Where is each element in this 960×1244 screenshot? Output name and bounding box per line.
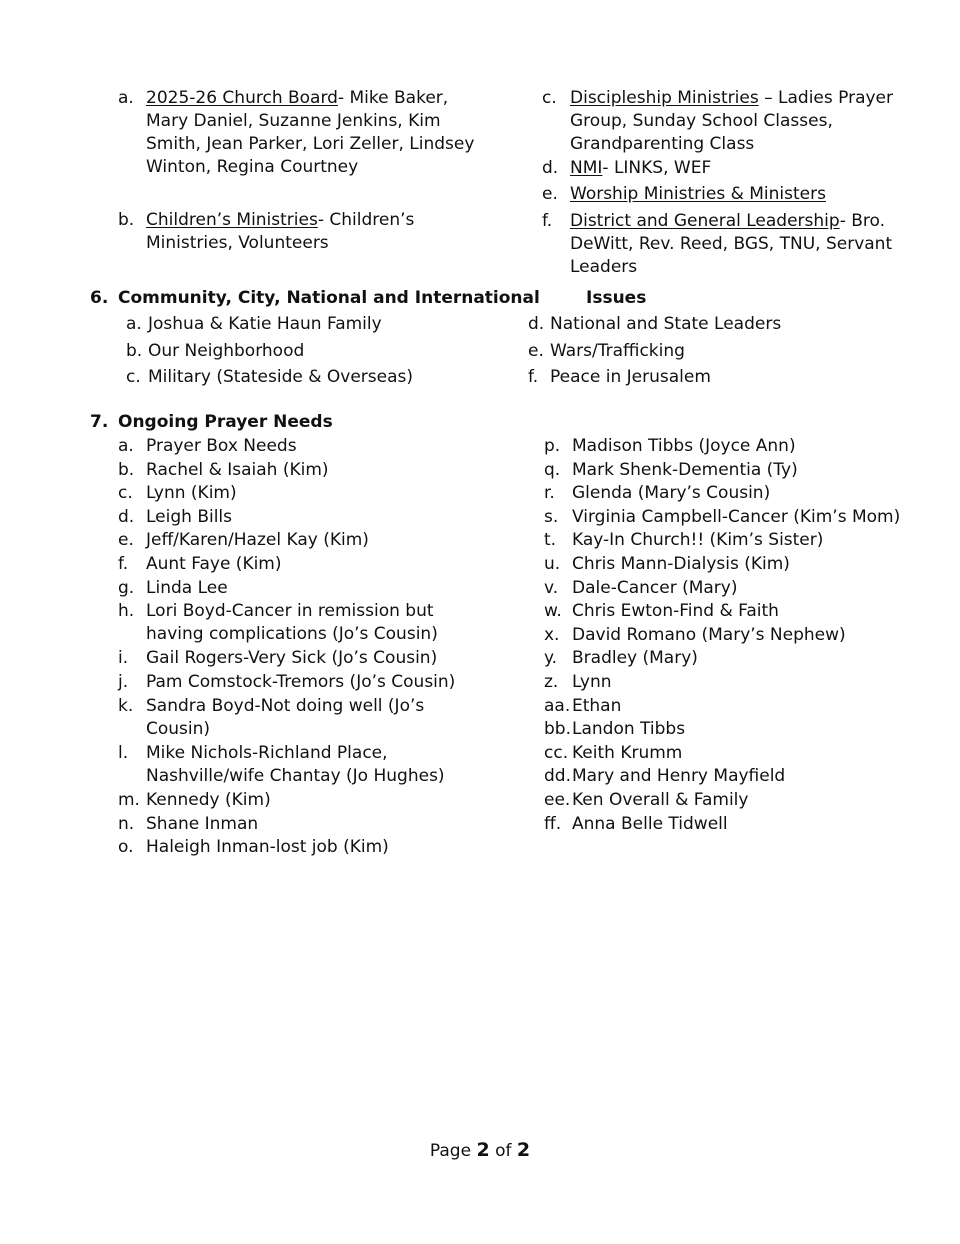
list-item-text: Our Neighborhood <box>148 341 305 361</box>
list-item-text: Grandparenting Class <box>570 134 755 154</box>
list-item-text: Haleigh Inman-lost job (Kim) <box>146 837 389 858</box>
list-item-text: Jeff/Karen/Hazel Kay (Kim) <box>146 530 369 551</box>
list-item-text: Peace in Jerusalem <box>550 367 711 387</box>
list-marker: u. <box>544 554 561 574</box>
list-marker: c. <box>126 367 141 387</box>
list-marker: c. <box>542 88 557 108</box>
ministry-link-worship: Worship Ministries & Ministers <box>570 184 826 204</box>
list-item-text: Smith, Jean Parker, Lori Zeller, Lindsey <box>146 134 475 154</box>
list-marker: b. <box>118 210 135 230</box>
list-item-text: Chris Mann-Dialysis (Kim) <box>572 554 790 574</box>
list-item-text: Leigh Bills <box>146 506 233 527</box>
list-item-text: Group, Sunday School Classes, <box>570 111 833 131</box>
list-marker: w. <box>544 601 562 622</box>
list-item-text: Cousin) <box>146 718 211 739</box>
total-pages-number: 2 <box>516 1139 531 1161</box>
list-marker: o. <box>118 837 134 858</box>
list-item <box>544 435 924 459</box>
list-item <box>118 836 498 860</box>
list-marker: m. <box>118 790 140 810</box>
list-marker: d. <box>542 158 559 178</box>
list-marker: c. <box>118 483 133 504</box>
list-item-text: Dale-Cancer (Mary) <box>572 577 738 598</box>
list-marker: f. <box>118 554 129 574</box>
list-item-text: Mary Daniel, Suzanne Jenkins, Kim <box>146 111 441 131</box>
list-item-text: Keith Krumm <box>572 742 683 763</box>
list-item <box>528 366 908 390</box>
list-marker: d. <box>118 506 135 527</box>
ministry-link-nmi: NMI <box>570 158 603 178</box>
list-marker: a. <box>126 314 142 334</box>
list-item <box>544 482 924 506</box>
list-marker: b. <box>126 341 143 361</box>
list-marker: j. <box>118 672 129 692</box>
list-item <box>544 671 924 695</box>
list-item <box>544 765 924 789</box>
list-item <box>544 577 924 601</box>
list-item <box>542 210 922 280</box>
current-page-number: 2 <box>476 1139 490 1161</box>
list-item <box>118 482 498 506</box>
list-marker: p. <box>544 436 561 456</box>
list-item-text: - Children’s <box>317 210 415 230</box>
list-item <box>544 600 924 624</box>
list-marker: r. <box>544 483 555 504</box>
section-number: 7. <box>90 412 109 432</box>
page-footer <box>0 1138 960 1163</box>
list-item-text: Aunt Faye (Kim) <box>146 554 282 574</box>
list-item-text: Mark Shenk-Dementia (Ty) <box>572 459 798 480</box>
list-item <box>118 435 498 459</box>
list-item-text: National and State Leaders <box>550 314 782 334</box>
list-item <box>118 209 478 257</box>
list-marker: h. <box>118 601 135 622</box>
list-item-text: Prayer Box Needs <box>146 436 297 456</box>
list-marker: f. <box>542 211 553 231</box>
list-item <box>126 340 486 364</box>
list-marker: ee. <box>544 790 571 810</box>
list-item <box>544 789 924 813</box>
list-item-text: Pam Comstock-Tremors (Jo’s Cousin) <box>146 672 456 692</box>
list-item <box>118 600 498 647</box>
list-marker: q. <box>544 459 561 480</box>
list-item <box>118 529 498 553</box>
list-item <box>528 313 908 337</box>
list-item <box>544 506 924 530</box>
list-marker: e. <box>542 184 558 204</box>
list-item-text: Lori Boyd-Cancer in remission but <box>146 601 434 622</box>
list-item-text: Gail Rogers-Very Sick (Jo’s Cousin) <box>146 648 438 669</box>
list-item <box>542 157 922 181</box>
list-item <box>542 183 922 207</box>
list-marker: v. <box>544 577 559 598</box>
list-item <box>118 506 498 530</box>
list-item <box>544 742 924 766</box>
list-marker: y. <box>544 648 558 669</box>
ministry-link-discipleship: Discipleship Ministries <box>570 88 759 108</box>
list-item <box>118 813 498 837</box>
list-item <box>126 313 486 337</box>
list-marker: g. <box>118 577 135 598</box>
list-item <box>544 718 924 742</box>
list-marker: t. <box>544 530 557 551</box>
footer-middle: of <box>489 1141 517 1161</box>
list-item-text: DeWitt, Rev. Reed, BGS, TNU, Servant <box>570 234 893 254</box>
ministry-link-district-general: District and General Leadership <box>570 211 840 231</box>
list-item <box>528 340 908 364</box>
list-item-text: Virginia Campbell-Cancer (Kim’s Mom) <box>572 506 901 527</box>
list-item <box>544 553 924 577</box>
list-item <box>544 529 924 553</box>
list-marker: a. <box>118 436 134 456</box>
list-item <box>118 671 498 695</box>
list-item <box>118 87 478 187</box>
list-marker: i. <box>118 648 129 669</box>
list-marker: e. <box>528 341 544 361</box>
list-item <box>544 459 924 483</box>
list-item-text: Ethan <box>572 695 622 716</box>
list-item-text: Shane Inman <box>146 813 259 834</box>
list-marker: b. <box>118 459 135 480</box>
list-item-text: - Bro. <box>839 211 886 231</box>
list-item-text: – Ladies Prayer <box>758 88 894 108</box>
ministry-link-childrens: Children’s Ministries <box>146 210 318 230</box>
list-item <box>544 695 924 719</box>
list-item-text: David Romano (Mary’s Nephew) <box>572 624 846 645</box>
list-marker: l. <box>118 742 129 763</box>
list-item-text: Rachel & Isaiah (Kim) <box>146 459 329 480</box>
list-item-text: - Mike Baker, <box>337 88 449 108</box>
list-item-text: Anna Belle Tidwell <box>572 813 728 834</box>
list-item <box>118 459 498 483</box>
list-item <box>126 366 486 390</box>
list-marker: f. <box>528 367 539 387</box>
list-item-text: Leaders <box>570 257 638 277</box>
list-marker: a. <box>118 88 134 108</box>
list-item-text: Glenda (Mary’s Cousin) <box>572 483 771 504</box>
list-item-text: Sandra Boyd-Not doing well (Jo’s <box>146 695 425 716</box>
list-item <box>118 577 498 601</box>
list-item <box>118 647 498 671</box>
list-item-text: Wars/Trafficking <box>550 341 685 361</box>
list-item-text: Nashville/wife Chantay (Jo Hughes) <box>146 765 445 786</box>
list-item-text: Military (Stateside & Overseas) <box>148 367 414 387</box>
section-title: Ongoing Prayer Needs <box>118 412 333 432</box>
list-item-text: Mike Nichols-Richland Place, <box>146 742 388 763</box>
list-item-text: Mary and Henry Mayfield <box>572 766 786 787</box>
list-item-text: having complications (Jo’s Cousin) <box>146 624 438 645</box>
list-item-text: Lynn (Kim) <box>146 483 237 504</box>
list-item-text: Landon Tibbs <box>572 719 686 740</box>
list-item <box>118 553 498 577</box>
list-marker: s. <box>544 506 559 527</box>
list-item <box>118 742 498 789</box>
list-item <box>544 813 924 837</box>
list-marker: e. <box>118 530 134 551</box>
list-item-text: Chris Ewton-Find & Faith <box>572 601 779 622</box>
list-item-text: Kay-In Church!! (Kim’s Sister) <box>572 530 824 551</box>
section-title: Community, City, National and International <box>118 288 540 308</box>
list-item-text: Winton, Regina Courtney <box>146 157 359 177</box>
list-item <box>118 695 498 742</box>
list-marker: bb. <box>544 719 571 740</box>
list-item-text: - LINKS, WEF <box>602 158 712 178</box>
section-6-heading-continued: Issues <box>586 288 647 308</box>
section-number: 6. <box>90 288 109 308</box>
list-item-text: Linda Lee <box>146 577 228 598</box>
list-marker: x. <box>544 624 560 645</box>
section-7-heading <box>90 411 333 434</box>
list-marker: d. <box>528 314 545 334</box>
list-marker: dd. <box>544 766 571 787</box>
footer-prefix: Page <box>429 1141 477 1161</box>
ministry-link-church-board: 2025-26 Church Board <box>146 88 338 108</box>
list-item-text: Bradley (Mary) <box>572 648 698 669</box>
list-item <box>544 624 924 648</box>
list-item-text: Madison Tibbs (Joyce Ann) <box>572 436 796 456</box>
list-marker: z. <box>544 672 559 692</box>
list-marker: n. <box>118 813 135 834</box>
list-item <box>544 647 924 671</box>
list-item <box>542 87 922 157</box>
list-item-text: Ken Overall & Family <box>572 790 749 810</box>
list-item-text: Joshua & Katie Haun Family <box>148 314 382 334</box>
list-item-text: Ministries, Volunteers <box>146 233 329 253</box>
list-marker: k. <box>118 695 134 716</box>
list-item-text: Lynn <box>572 672 612 692</box>
section-6-heading <box>90 287 540 310</box>
list-marker: aa. <box>544 695 571 716</box>
list-item-text: Kennedy (Kim) <box>146 790 271 810</box>
list-marker: ff. <box>544 813 562 834</box>
list-marker: cc. <box>544 742 569 763</box>
list-item <box>118 789 498 813</box>
